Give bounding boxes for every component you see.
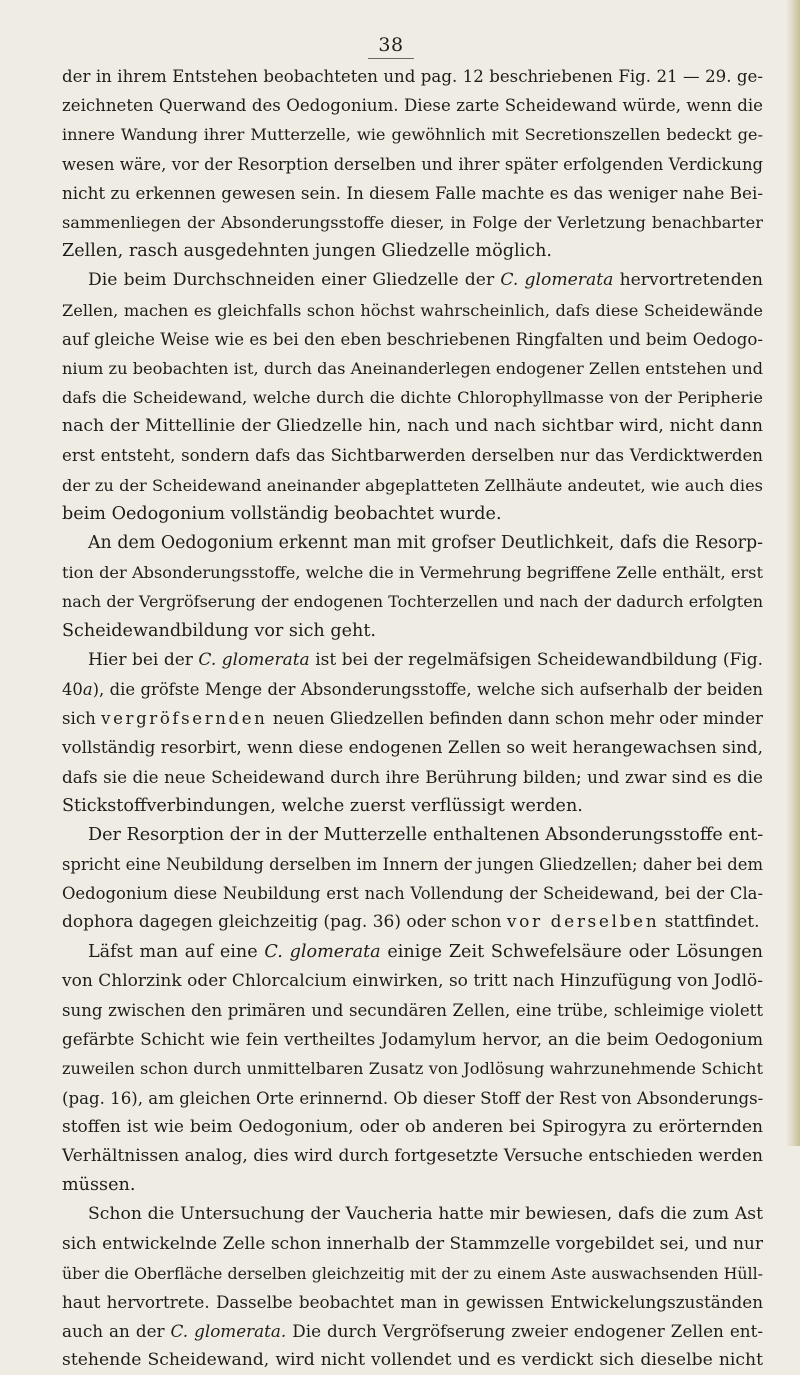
text-line	[62, 1259, 763, 1288]
text-line	[62, 704, 763, 733]
text-segment: ), die gröfste Menge der Absonderungsstoffe, welche sich aufserhalb der beiden	[92, 679, 763, 699]
text-segment: neuen Gliedzellen befinden dann schon mehr oder minder	[267, 709, 763, 729]
text-segment: Schon die Untersuchung der Vaucheria hatte mir bewiesen, dafs die zum Ast	[88, 1204, 763, 1225]
text-segment: sich entwickelnde Zelle schon innerhalb der Stammzelle vorgebildet sei, und nur	[62, 1233, 763, 1254]
text-segment: vollständig resorbirt, wenn diese endogenen Zellen so weit herangewachsen sind,	[62, 737, 763, 758]
text-line	[62, 996, 763, 1025]
text-line	[62, 1288, 763, 1317]
text-line	[62, 383, 763, 412]
text-segment: über die Oberfläche derselben gleichzeitig mit der zu einem Aste auswachsenden Hüll-	[62, 1263, 763, 1283]
text-segment: (pag. 16), am gleichen Orte erinnernd. Ob dieser Stoff der Rest von Absonderungs-	[62, 1088, 764, 1108]
text-line	[62, 850, 763, 879]
text-segment: gefärbte Schicht wie fein vertheiltes Jodamylum hervor, an die beim Oedogonium	[62, 1029, 763, 1050]
text-segment: erst entsteht, sondern dafs das Sichtbarwerden derselben nur das Verdicktwerden	[62, 446, 763, 466]
text-line	[62, 1054, 763, 1083]
text-segment: zuweilen schon durch unmittelbaren Zusatz von Jodlösung wahrzunehmende Schicht	[62, 1059, 763, 1079]
text-segment: hervortretenden	[613, 270, 763, 291]
text-segment: beim Oedogonium vollständig beobachtet wurde.	[62, 503, 502, 524]
text-line	[62, 237, 763, 266]
text-line	[62, 208, 763, 237]
text-segment: tion der Absonderungsstoffe, welche die in Vermehrung begriffene Zelle enthält, erst	[62, 563, 763, 583]
text-segment: Die beim Durchschneiden einer Gliedzelle der	[88, 270, 501, 291]
text-line	[62, 967, 763, 996]
text-line	[62, 471, 763, 500]
text-segment: auch an der	[62, 1321, 171, 1342]
text-line	[62, 325, 763, 354]
text-line	[62, 120, 763, 149]
text-line	[62, 1317, 763, 1346]
text-line	[62, 500, 763, 529]
text-segment: stattfindet.	[659, 912, 760, 933]
text-segment: sung zwischen den primären und secundären Zellen, eine trübe, schleimige violett	[62, 1001, 763, 1020]
text-line	[62, 587, 763, 616]
text-line	[62, 1171, 763, 1200]
text-segment: Hier bei der	[88, 649, 199, 670]
text-line	[62, 412, 763, 441]
spaced-text: vergröfsernden	[101, 709, 268, 729]
text-segment: Die durch Vergröfserung zweier endogener Zellen ent-	[286, 1321, 763, 1342]
text-segment: 40	[62, 679, 83, 699]
text-line	[62, 558, 763, 587]
text-line	[62, 1230, 763, 1259]
text-line	[62, 792, 763, 821]
text-line	[62, 1113, 763, 1142]
text-line	[62, 1142, 763, 1171]
text-segment: Scheidewandbildung vor sich geht.	[62, 620, 377, 641]
text-line	[62, 150, 763, 179]
text-line	[62, 879, 763, 908]
text-segment: An dem Oedogonium erkennt man mit grofser Deutlichkeit, dafs die Resorp-	[88, 533, 763, 553]
text-segment: spricht eine Neubildung derselben im Innern der jungen Gliedzellen; daher bei dem	[62, 855, 763, 875]
text-line	[62, 908, 763, 937]
text-segment: nium zu beobachten ist, durch das Aneinanderlegen endogener Zellen entstehen und	[62, 358, 763, 378]
body-text	[62, 62, 763, 1375]
text-segment: Läfst man auf eine	[88, 941, 265, 962]
text-line	[62, 266, 763, 295]
page-number: 38	[368, 34, 414, 59]
text-segment: auf gleiche Weise wie es bei den eben beschriebenen Ringfalten und beim Oedogo-	[62, 329, 763, 349]
text-segment: einige Zeit Schwefelsäure oder Lösungen	[380, 941, 763, 962]
spaced-text: vor derselben	[506, 912, 660, 933]
text-line	[62, 938, 763, 967]
text-segment: von Chlorzink oder Chlorcalcium einwirken, so tritt nach Hinzufügung von Jodlö-	[62, 970, 763, 991]
text-segment: müssen.	[62, 1175, 136, 1196]
text-segment: Oedogonium diese Neubildung erst nach Vollendung der Scheidewand, bei der Cla-	[62, 884, 763, 904]
text-segment: Stickstoffverbindungen, welche zuerst verflüssigt werden.	[62, 795, 583, 816]
italic-text: a	[82, 679, 93, 699]
text-line	[62, 179, 763, 208]
text-line	[62, 1025, 763, 1054]
text-segment: dophora dagegen gleichzeitig (pag. 36) oder schon	[62, 912, 507, 933]
text-segment: nicht zu erkennen gewesen sein. In diesem Falle machte es das weniger nahe Bei-	[62, 182, 763, 203]
text-line	[62, 62, 763, 91]
text-line	[62, 441, 763, 470]
text-line	[62, 763, 763, 792]
text-segment: Verhältnissen analog, dies wird durch fortgesetzte Versuche entschieden werden	[62, 1145, 763, 1166]
text-segment: Der Resorption der in der Mutterzelle enthaltenen Absonderungsstoffe ent-	[88, 824, 764, 845]
text-line	[62, 1200, 763, 1229]
text-segment: sammenliegen der Absonderungsstoffe dieser, in Folge der Verletzung benachbarter	[62, 212, 763, 232]
italic-text: C. glomerata.	[170, 1321, 287, 1342]
text-segment: haut hervortrete. Dasselbe beobachtet man in gewissen Entwickelungszuständen	[62, 1291, 763, 1312]
text-line	[62, 821, 763, 850]
text-segment: wesen wäre, vor der Resorption derselben und ihrer später erfolgenden Verdickung	[62, 154, 763, 174]
italic-text: C. glomerata	[500, 270, 614, 291]
text-line	[62, 1346, 763, 1375]
text-segment: der in ihrem Entstehen beobachteten und pag. 12 beschriebenen Fig. 21 — 29. ge-	[62, 67, 763, 86]
text-line	[62, 296, 763, 325]
text-segment: stehende Scheidewand, wird nicht vollendet und es verdickt sich dieselbe nicht	[62, 1350, 763, 1371]
text-line	[62, 529, 763, 558]
text-line	[62, 646, 763, 675]
text-segment: Zellen, machen es gleichfalls schon höchst wahrscheinlich, dafs diese Scheidewände	[62, 300, 763, 320]
text-line	[62, 733, 763, 762]
text-line	[62, 354, 763, 383]
text-line	[62, 91, 763, 120]
text-segment: nach der Vergröfserung der endogenen Tochterzellen und nach der dadurch erfolgten	[62, 592, 763, 612]
text-segment: stoffen ist wie beim Oedogonium, oder ob anderen bei Spirogyra zu erörternden	[62, 1116, 763, 1137]
text-segment: dafs die Scheidewand, welche durch die dichte Chlorophyllmasse von der Peripherie	[62, 388, 763, 408]
text-line	[62, 675, 763, 704]
italic-text: C. glomerata	[264, 941, 381, 962]
text-segment: zeichneten Querwand des Oedogonium. Diese zarte Scheidewand würde, wenn die	[62, 96, 763, 116]
text-line	[62, 617, 763, 646]
text-segment: nach der Mittellinie der Gliedzelle hin, nach und nach sichtbar wird, nicht dann	[62, 416, 763, 437]
text-segment: sich	[62, 709, 102, 729]
text-segment: innere Wandung ihrer Mutterzelle, wie gewöhnlich mit Secretionszellen bedeckt ge-	[62, 125, 763, 145]
text-segment: ist bei der regelmäfsigen Scheidewandbildung (Fig.	[309, 649, 763, 670]
text-line	[62, 1084, 763, 1113]
page-edge-shadow	[786, 0, 800, 1146]
italic-text: C. glomerata	[198, 649, 310, 670]
text-segment: dafs sie die neue Scheidewand durch ihre Berührung bilden; und zwar sind es die	[62, 766, 763, 787]
text-segment: Zellen, rasch ausgedehnten jungen Gliedzelle möglich.	[62, 241, 552, 262]
text-segment: der zu der Scheidewand aneinander abgeplatteten Zellhäute andeutet, wie auch dies	[62, 475, 763, 495]
